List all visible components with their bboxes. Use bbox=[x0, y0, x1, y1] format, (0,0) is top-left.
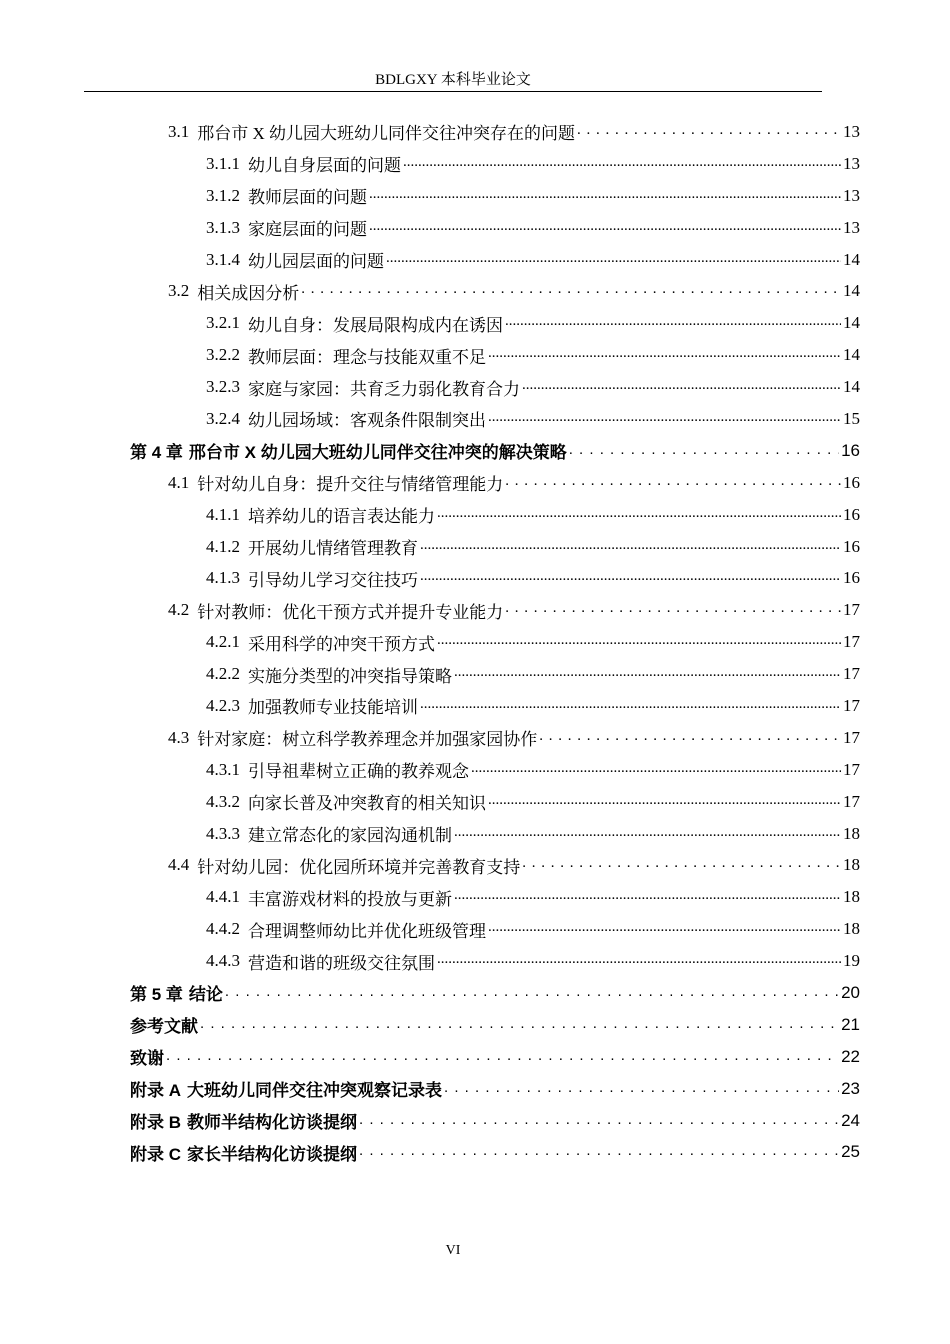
toc-entry-title: 幼儿园层面的问题 bbox=[248, 252, 384, 271]
toc-entry-title: 教师层面的问题 bbox=[248, 188, 367, 208]
toc-entry[interactable] bbox=[130, 786, 860, 818]
toc-entry-number: 4.3.1 bbox=[206, 759, 240, 779]
toc-entry-number: 4.1.2 bbox=[206, 536, 240, 556]
toc-entry[interactable] bbox=[130, 403, 860, 435]
dot-leader bbox=[369, 218, 841, 238]
toc-entry-title: 引导幼儿学习交往技巧 bbox=[248, 570, 418, 590]
toc-entry-page: 17 bbox=[843, 695, 860, 715]
toc-entry-page: 16 bbox=[841, 440, 860, 460]
toc-entry[interactable] bbox=[130, 499, 860, 531]
toc-entry-number: 3.1 bbox=[168, 121, 190, 141]
toc-entry-page: 25 bbox=[841, 1142, 860, 1162]
dot-leader bbox=[444, 1079, 839, 1099]
toc-entry-page: 18 bbox=[843, 919, 860, 939]
toc-entry-number: 附录 B bbox=[130, 1113, 181, 1133]
toc-entry[interactable] bbox=[130, 1009, 860, 1041]
toc-entry-page: 13 bbox=[843, 121, 860, 141]
toc-entry-page: 14 bbox=[843, 377, 860, 397]
toc-entry-number: 4.2 bbox=[168, 600, 190, 620]
dot-leader bbox=[369, 186, 841, 206]
toc-entry-title: 邢台市 X 幼儿园大班幼儿同伴交往冲突的解决策略 bbox=[188, 443, 567, 463]
toc-entry[interactable] bbox=[130, 244, 860, 276]
toc-entry[interactable] bbox=[130, 1041, 860, 1073]
toc-entry-page: 16 bbox=[843, 536, 860, 556]
toc-entry-title: 针对教师：优化干预方式并提升专业能力 bbox=[197, 602, 504, 622]
toc-entry-page: 13 bbox=[843, 185, 860, 205]
dot-leader bbox=[522, 855, 841, 875]
dot-leader bbox=[386, 250, 841, 270]
toc-entry[interactable] bbox=[130, 180, 860, 212]
toc-entry-number: 3.2.3 bbox=[206, 377, 240, 397]
toc-entry-number: 4.2.1 bbox=[206, 632, 240, 652]
header-rule bbox=[84, 91, 822, 92]
toc-entry-number: 4.3.2 bbox=[206, 791, 240, 811]
toc-entry-page: 14 bbox=[843, 345, 860, 365]
dot-leader bbox=[403, 154, 841, 174]
toc-entry-page: 16 bbox=[843, 472, 860, 492]
toc-entry[interactable] bbox=[130, 371, 860, 403]
dot-leader bbox=[471, 760, 841, 780]
dot-leader bbox=[539, 728, 841, 748]
toc-entry-page: 18 bbox=[843, 823, 860, 843]
toc-entry[interactable] bbox=[130, 626, 860, 658]
toc-entry-page: 13 bbox=[843, 153, 860, 173]
toc-entry[interactable] bbox=[130, 1073, 860, 1105]
toc-entry-page: 24 bbox=[841, 1110, 860, 1130]
toc-entry[interactable] bbox=[130, 722, 860, 754]
toc-entry-page: 13 bbox=[843, 217, 860, 237]
toc-entry-number: 3.2 bbox=[168, 281, 190, 301]
toc-entry[interactable] bbox=[130, 467, 860, 499]
toc-entry-page: 17 bbox=[843, 632, 860, 652]
toc-entry-page: 14 bbox=[843, 281, 860, 301]
toc-entry[interactable] bbox=[130, 658, 860, 690]
toc-entry-title: 教师层面：理念与技能双重不足 bbox=[248, 347, 486, 367]
dot-leader bbox=[505, 313, 841, 333]
toc-entry-title: 针对家庭：树立科学教养理念并加强家园协作 bbox=[197, 730, 538, 750]
page-header: BDLGXY 本科毕业论文 bbox=[375, 72, 531, 88]
toc-entry[interactable] bbox=[130, 148, 860, 180]
toc-entry[interactable] bbox=[130, 690, 860, 722]
dot-leader bbox=[577, 122, 841, 142]
toc-entry-title: 加强教师专业技能培训 bbox=[248, 698, 418, 718]
toc-entry-number: 4.1.1 bbox=[206, 504, 240, 524]
toc-entry[interactable] bbox=[130, 116, 860, 148]
dot-leader bbox=[437, 951, 841, 971]
toc-entry-title: 针对幼儿园：优化园所环境并完善教育支持 bbox=[197, 857, 521, 877]
dot-leader bbox=[225, 983, 839, 1003]
dot-leader bbox=[437, 632, 841, 652]
dot-leader bbox=[505, 473, 841, 493]
toc-entry-number: 3.2.4 bbox=[206, 408, 240, 428]
toc-entry-title: 幼儿自身：发展局限构成内在诱因 bbox=[248, 315, 503, 335]
toc-entry-number: 3.2.2 bbox=[206, 345, 240, 365]
toc-entry-page: 15 bbox=[843, 408, 860, 428]
toc-entry[interactable] bbox=[130, 1137, 860, 1169]
toc-entry-title: 家长半结构化访谈提纲 bbox=[187, 1144, 357, 1164]
toc-entry-number: 4.4.3 bbox=[206, 951, 240, 971]
toc-entry-number: 4.3.3 bbox=[206, 823, 240, 843]
toc-entry[interactable] bbox=[130, 881, 860, 913]
dot-leader bbox=[488, 345, 841, 365]
dot-leader bbox=[420, 568, 841, 588]
toc-entry-page: 16 bbox=[843, 504, 860, 524]
toc-entry[interactable] bbox=[130, 307, 860, 339]
toc-entry-number: 4.4.1 bbox=[206, 887, 240, 907]
toc-entry[interactable] bbox=[130, 754, 860, 786]
dot-leader bbox=[359, 1142, 839, 1162]
dot-leader bbox=[488, 919, 841, 939]
dot-leader bbox=[488, 792, 841, 812]
dot-leader bbox=[454, 824, 841, 844]
toc-entry-number: 4.2.2 bbox=[206, 664, 240, 684]
toc-entry[interactable] bbox=[130, 212, 860, 244]
toc-entry-title: 开展幼儿情绪管理教育 bbox=[248, 539, 418, 559]
toc-entry-number: 4.3 bbox=[168, 727, 190, 747]
toc-entry[interactable] bbox=[130, 435, 860, 467]
toc-entry-title: 建立常态化的家园沟通机制 bbox=[248, 826, 452, 846]
toc-entry[interactable] bbox=[130, 818, 860, 850]
dot-leader bbox=[454, 664, 841, 684]
toc-entry-number: 3.1.3 bbox=[206, 217, 240, 237]
toc-entry-page: 22 bbox=[841, 1046, 860, 1066]
dot-leader bbox=[200, 1015, 839, 1035]
toc-entry-title: 培养幼儿的语言表达能力 bbox=[248, 507, 435, 527]
toc-entry-title: 致谢 bbox=[130, 1049, 164, 1069]
toc-entry-page: 18 bbox=[843, 855, 860, 875]
table-of-contents bbox=[130, 116, 860, 1168]
toc-entry-page: 17 bbox=[843, 791, 860, 811]
toc-entry-number: 附录 A bbox=[130, 1081, 181, 1101]
toc-entry-number: 4.1.3 bbox=[206, 568, 240, 588]
dot-leader bbox=[301, 281, 841, 301]
toc-entry-page: 23 bbox=[841, 1078, 860, 1098]
toc-entry[interactable] bbox=[130, 945, 860, 977]
toc-entry-number: 4.4.2 bbox=[206, 919, 240, 939]
toc-entry-number: 3.1.1 bbox=[206, 153, 240, 173]
page-number: VI bbox=[445, 1243, 461, 1258]
toc-entry-page: 20 bbox=[841, 982, 860, 1002]
toc-entry[interactable] bbox=[130, 339, 860, 371]
toc-entry-title: 教师半结构化访谈提纲 bbox=[187, 1113, 357, 1133]
toc-entry[interactable] bbox=[130, 977, 860, 1009]
toc-entry[interactable] bbox=[130, 562, 860, 594]
toc-entry[interactable] bbox=[130, 275, 860, 307]
toc-entry-title: 相关成因分析 bbox=[197, 283, 300, 303]
dot-leader bbox=[454, 887, 841, 907]
toc-entry-title: 幼儿自身层面的问题 bbox=[248, 156, 401, 176]
toc-entry-title: 实施分类型的冲突指导策略 bbox=[248, 666, 452, 686]
toc-entry-title: 家庭与家园：共育乏力弱化教育合力 bbox=[248, 379, 520, 399]
toc-entry-title: 结论 bbox=[188, 985, 223, 1005]
toc-entry[interactable] bbox=[130, 531, 860, 563]
toc-entry-number: 4.1 bbox=[168, 472, 190, 492]
toc-entry-title: 向家长普及冲突教育的相关知识 bbox=[248, 794, 486, 814]
dot-leader bbox=[420, 537, 841, 557]
dot-leader bbox=[437, 505, 841, 525]
toc-entry-page: 16 bbox=[843, 568, 860, 588]
toc-entry[interactable] bbox=[130, 1105, 860, 1137]
toc-entry-title: 营造和谐的班级交往氛围 bbox=[248, 953, 435, 973]
toc-entry-number: 附录 C bbox=[130, 1144, 181, 1164]
dot-leader bbox=[505, 600, 841, 620]
toc-entry-title: 合理调整师幼比并优化班级管理 bbox=[248, 921, 486, 941]
dot-leader bbox=[420, 696, 841, 716]
toc-entry-page: 14 bbox=[843, 249, 860, 269]
toc-entry-number: 第 4 章 bbox=[130, 443, 183, 463]
toc-entry-page: 14 bbox=[843, 313, 860, 333]
dot-leader bbox=[488, 409, 841, 429]
toc-entry-number: 3.1.4 bbox=[206, 249, 240, 269]
toc-entry-title: 参考文献 bbox=[130, 1017, 198, 1037]
toc-entry-title: 家庭层面的问题 bbox=[248, 220, 367, 240]
dot-leader bbox=[359, 1111, 839, 1131]
toc-entry-title: 邢台市 X 幼儿园大班幼儿同伴交往冲突存在的问题 bbox=[197, 124, 576, 144]
dot-leader bbox=[166, 1047, 839, 1067]
toc-entry-title: 丰富游戏材料的投放与更新 bbox=[248, 889, 452, 909]
toc-entry-title: 采用科学的冲突干预方式 bbox=[248, 634, 435, 654]
toc-entry-page: 17 bbox=[843, 600, 860, 620]
toc-entry-title: 幼儿园场域：客观条件限制突出 bbox=[248, 411, 486, 431]
dot-leader bbox=[522, 377, 841, 397]
toc-entry[interactable] bbox=[130, 594, 860, 626]
toc-entry[interactable] bbox=[130, 849, 860, 881]
toc-entry-number: 3.2.1 bbox=[206, 313, 240, 333]
toc-entry-number: 3.1.2 bbox=[206, 185, 240, 205]
dot-leader bbox=[569, 441, 839, 461]
toc-entry[interactable] bbox=[130, 913, 860, 945]
toc-entry-page: 18 bbox=[843, 887, 860, 907]
toc-entry-page: 17 bbox=[843, 759, 860, 779]
toc-entry-title: 引导祖辈树立正确的教养观念 bbox=[248, 762, 469, 782]
toc-entry-title: 针对幼儿自身：提升交往与情绪管理能力 bbox=[197, 475, 504, 495]
toc-entry-page: 17 bbox=[843, 664, 860, 684]
toc-entry-number: 4.4 bbox=[168, 855, 190, 875]
toc-entry-number: 第 5 章 bbox=[130, 985, 183, 1005]
toc-entry-page: 17 bbox=[843, 727, 860, 747]
toc-entry-page: 19 bbox=[843, 951, 860, 971]
toc-entry-title: 大班幼儿同伴交往冲突观察记录表 bbox=[187, 1081, 442, 1101]
toc-entry-number: 4.2.3 bbox=[206, 695, 240, 715]
toc-entry-page: 21 bbox=[841, 1014, 860, 1034]
